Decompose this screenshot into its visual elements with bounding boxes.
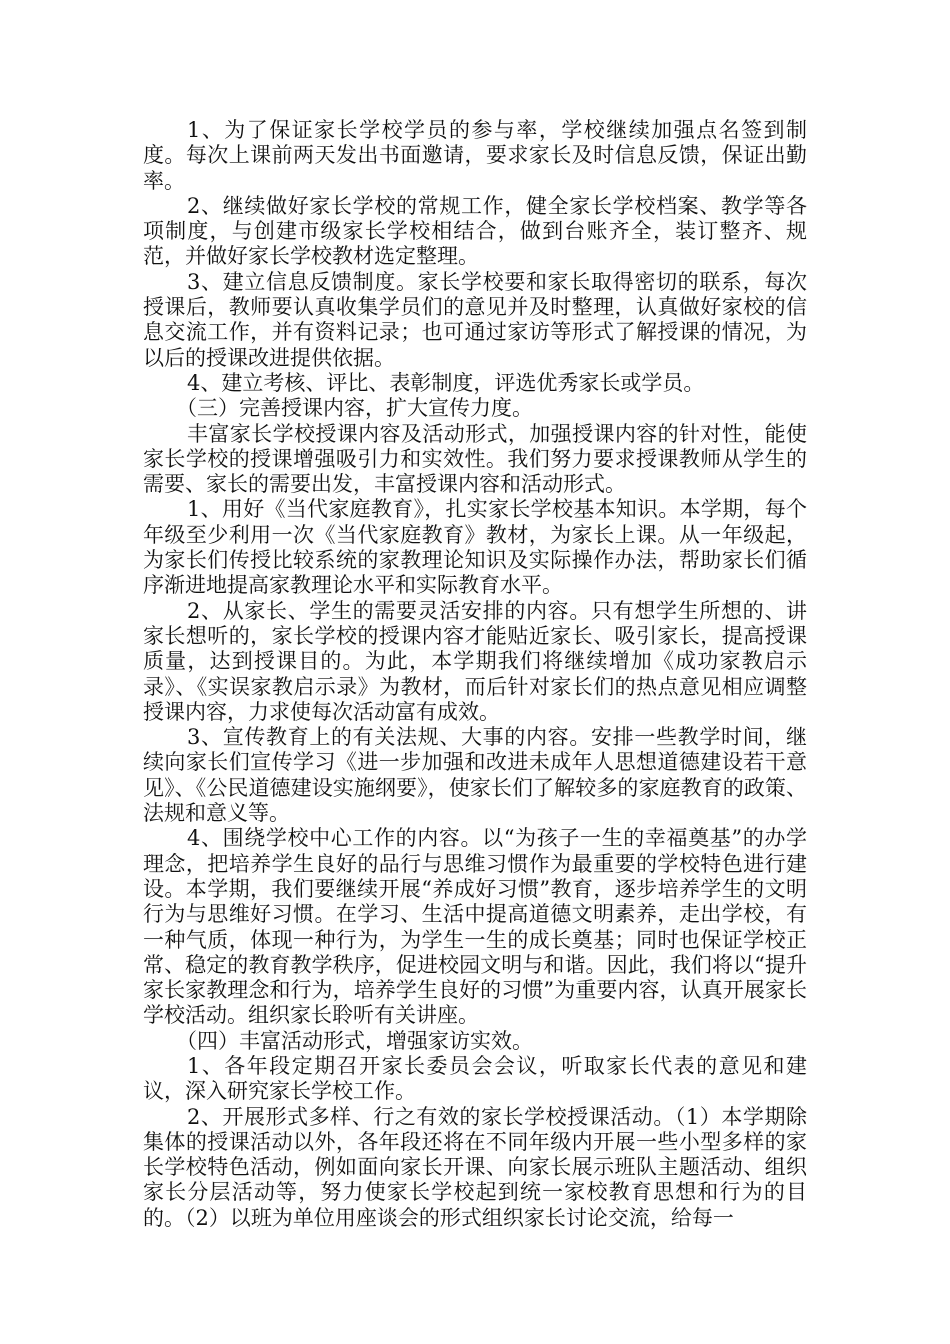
document-page	[143, 118, 807, 1231]
paragraph-use-textbook: 1、用好《当代家庭教育》，扎实家长学校基本知识。本学期，每个年级至少利用一次《当代家庭教育》教材，为家长上课。从一年级起，为家长们传授比较系统的家教理论知识及实际操作办法，帮助家长们循序渐进地提高家教理论水平和实际教育水平。	[143, 497, 807, 598]
paragraph-routine-work: 2、继续做好家长学校的常规工作，健全家长学校档案、教学等各项制度，与创建市级家长学校相结合，做到台账齐全，装订整齐、规范，并做好家长学校教材选定整理。	[143, 193, 807, 269]
paragraph-attendance-system: 1、为了保证家长学校学员的参与率，学校继续加强点名签到制度。每次上课前两天发出书面邀请，要求家长及时信息反馈，保证出勤率。	[143, 118, 807, 193]
section-heading-three: （三）完善授课内容，扩大宣传力度。	[176, 396, 533, 421]
paragraph-assessment-system: 4、建立考核、评比、表彰制度，评选优秀家长或学员。	[187, 370, 705, 395]
section-heading-four: （四）丰富活动形式，增强家访实效。	[176, 1028, 533, 1053]
paragraph-feedback-system: 3、建立信息反馈制度。家长学校要和家长取得密切的联系，每次授课后，教师要认真收集学员们的意见并及时整理，认真做好家校的信息交流工作，并有资料记录；也可通过家访等形式了解授课的情况，为以后的授课改进提供依据。	[143, 269, 807, 370]
paragraph-flexible-content: 2、从家长、学生的需要灵活安排的内容。只有想学生所想的、讲家长想听的，家长学校的授课内容才能贴近家长、吸引家长，提高授课质量，达到授课目的。为此，本学期我们将继续增加《成功家教启示录》、《实误家教启示录》为教材，而后针对家长们的热点意见相应调整授课内容，力求使每次活动富有成效。	[143, 598, 807, 724]
paragraph-school-center-work: 4、围绕学校中心工作的内容。以“为孩子一生的幸福奠基”的办学理念，把培养学生良好的品行与思维习惯作为最重要的学校特色进行建设。本学期，我们要继续开展“养成好习惯”教育，逐步培养学生的文明行为与思维好习惯。在学习、生活中提高道德文明素养，走出学校，有一种气质，体现一种行为，为学生一生的成长奠基；同时也保证学校正常、稳定的教育教学秩序，促进校园文明与和谐。因此，我们将以“提升家长家教理念和行为，培养学生良好的习惯”为重要内容，认真开展家长学校活动。组织家长聆听有关讲座。	[143, 826, 807, 1028]
paragraph-enrich-content: 丰富家长学校授课内容及活动形式，加强授课内容的针对性，能使家长学校的授课增强吸引力和实效性。我们努力要求授课教师从学生的需要、家长的需要出发，丰富授课内容和活动形式。	[143, 421, 807, 497]
paragraph-diverse-activities: 2、开展形式多样、行之有效的家长学校授课活动。（1）本学期除集体的授课活动以外，各年段还将在不同年级内开展一些小型多样的家长学校特色活动，例如面向家长开课、向家长展示班队主题活动、组织家长分层活动等，努力使家长学校起到统一家校教育思想和行为的目的。（2）以班为单位用座谈会的形式组织家长讨论交流，给每一	[143, 1104, 807, 1230]
paragraph-laws-publicity: 3、宣传教育上的有关法规、大事的内容。安排一些教学时间，继续向家长们宣传学习《进一步加强和改进未成年人思想道德建设若干意见》、《公民道德建设实施纲要》，使家长们了解较多的家庭教育的政策、法规和意义等。	[143, 725, 807, 826]
paragraph-parent-committee: 1、各年段定期召开家长委员会会议，听取家长代表的意见和建议，深入研究家长学校工作。	[143, 1053, 807, 1104]
